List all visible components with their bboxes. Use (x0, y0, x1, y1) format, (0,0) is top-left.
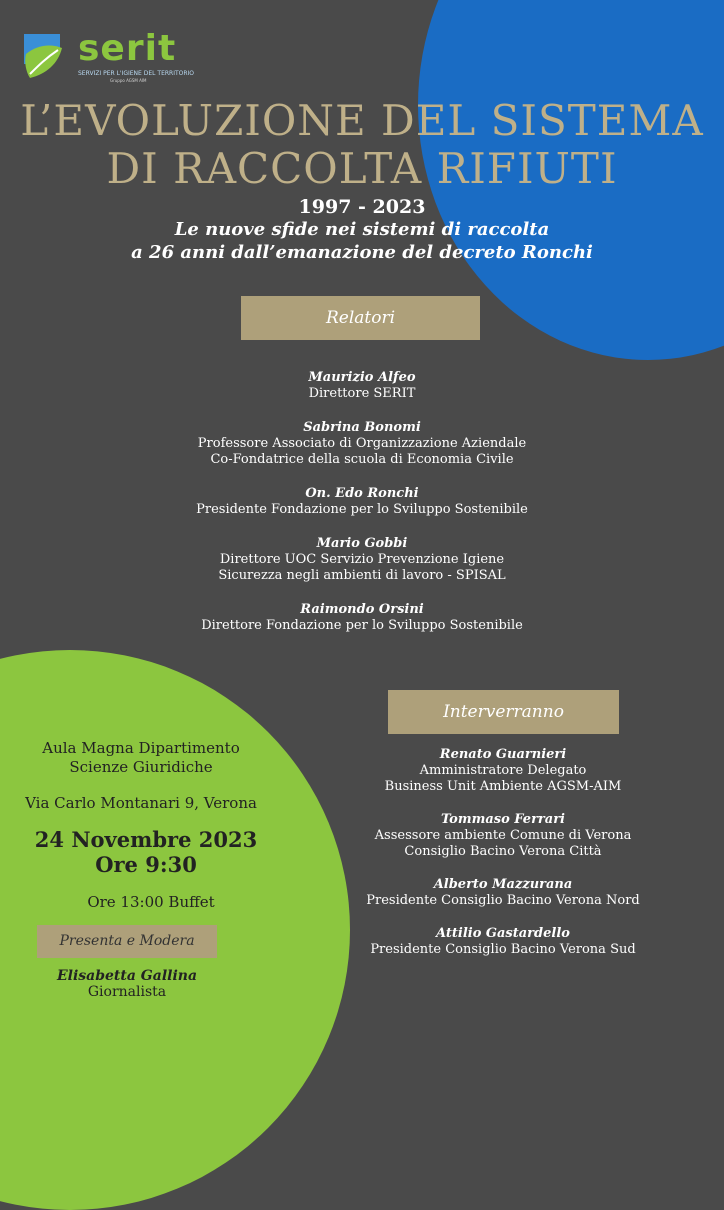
moderator-name: Elisabetta Gallina (56, 968, 198, 984)
moderator-label: Presenta e Modera (37, 925, 217, 958)
speaker-name: Tommaso Ferrari (440, 812, 565, 827)
buffet-time: Ore 13:00 Buffet (87, 893, 215, 911)
event-time: Ore 9:30 (95, 852, 197, 877)
speaker (0, 536, 724, 584)
speaker (0, 370, 724, 402)
moderator-role: Giornalista (87, 984, 167, 1000)
event-datetime (0, 827, 292, 877)
interverranno-label: Interverranno (388, 690, 619, 734)
speaker-role: Consiglio Bacino Verona Città (404, 844, 602, 859)
speaker (0, 602, 724, 634)
speaker-role: Sicurezza negli ambienti di lavoro - SPISAL (218, 568, 506, 583)
speaker-role: Assessore ambiente Comune di Verona (374, 828, 632, 843)
event-date: 24 Novembre 2023 (34, 827, 258, 852)
speaker-role: Professore Associato di Organizzazione Aziendale (197, 436, 527, 451)
years-range: 1997 - 2023 (298, 196, 426, 218)
logo-wordmark: serit (78, 28, 177, 69)
speaker-role: Direttore SERIT (308, 386, 416, 401)
speaker (333, 747, 673, 795)
speaker (333, 812, 673, 860)
relatori-list (0, 370, 724, 652)
relatori-label: Relatori (241, 296, 480, 340)
speaker-role: Presidente Fondazione per lo Sviluppo Sostenibile (196, 502, 528, 517)
speaker-name: Maurizio Alfeo (308, 370, 416, 385)
speaker-role: Presidente Consiglio Bacino Verona Nord (366, 893, 640, 908)
speaker (333, 926, 673, 958)
venue-name (0, 739, 282, 777)
venue-line-2: Scienze Giuridiche (69, 758, 213, 776)
speaker-name: Raimondo Orsini (300, 602, 424, 617)
subtitle-line-1: Le nuove sfide nei sistemi di raccolta (174, 219, 550, 240)
speaker-role: Amministratore Delegato (419, 763, 587, 778)
speaker-name: Mario Gobbi (316, 536, 408, 551)
speaker (333, 877, 673, 909)
speaker-name: Attilio Gastardello (436, 926, 570, 941)
speaker-role: Presidente Consiglio Bacino Verona Sud (370, 942, 636, 957)
speaker-name: Sabrina Bonomi (303, 420, 421, 435)
moderator (0, 968, 254, 1000)
speaker-role: Direttore Fondazione per lo Sviluppo Sostenibile (201, 618, 523, 633)
speaker-name: Renato Guarnieri (439, 747, 567, 762)
interverranno-list (333, 747, 673, 975)
logo-subtag: Gruppo AGSM AIM (110, 78, 147, 83)
subtitle (0, 218, 724, 264)
logo-tagline: SERVIZI PER L'IGIENE DEL TERRITORIO (78, 70, 195, 77)
speaker (0, 486, 724, 518)
venue-line-1: Aula Magna Dipartimento (42, 739, 240, 757)
speaker-role: Direttore UOC Servizio Prevenzione Igiene (219, 552, 505, 567)
speaker (0, 420, 724, 468)
serit-logo (18, 28, 218, 88)
venue-address: Via Carlo Montanari 9, Verona (25, 794, 257, 812)
subtitle-line-2: a 26 anni dall’emanazione del decreto Ronchi (131, 242, 593, 263)
title-line-1: L’EVOLUZIONE DEL SISTEMA (20, 96, 704, 145)
speaker-name: Alberto Mazzurana (433, 877, 573, 892)
speaker-name: On. Edo Ronchi (305, 486, 419, 501)
speaker-role: Business Unit Ambiente AGSM-AIM (384, 779, 622, 794)
title-line-2: DI RACCOLTA RIFIUTI (106, 144, 618, 193)
leaf-icon (20, 30, 66, 84)
speaker-role: Co-Fondatrice della scuola di Economia Civile (210, 452, 514, 467)
